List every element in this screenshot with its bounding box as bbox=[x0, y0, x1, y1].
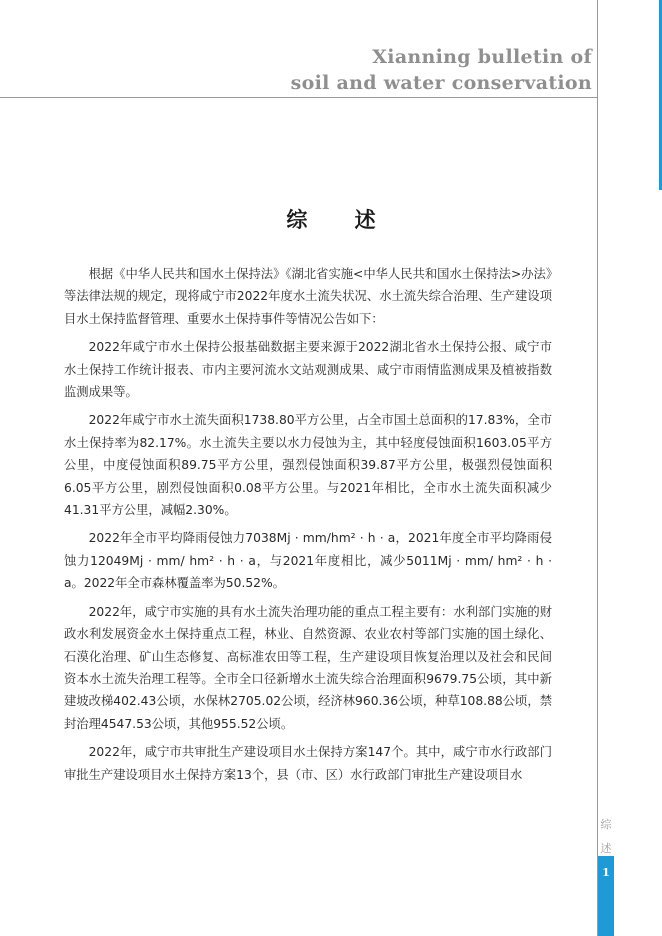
paragraph-rainfall-erosivity: 2022年全市平均降雨侵蚀力7038Mj · mm/hm² · h · a，2021年度全市平均降雨侵蚀力12049Mj · mm/ hm² · h · a，与2021年度相比，减少5011Mj · mm/ hm² · h · a。2022年全市森林覆盖率为50.52%。 bbox=[64, 531, 552, 591]
header-title-line-1: Xianning bulletin of bbox=[372, 46, 592, 68]
paragraph-project-approvals: 2022年，咸宁市共审批生产建设项目水土保持方案147个。其中，咸宁市水行政部门审批生产建设项目水土保持方案13个，县（市、区）水行政部门审批生产建设项目水 bbox=[64, 745, 552, 782]
side-tab-char-1: 综 bbox=[600, 818, 612, 831]
paragraph-data-sources: 2022年咸宁市水土保持公报基础数据主要来源于2022湖北省水土保持公报、咸宁市水土保持工作统计报表、市内主要河流水文站观测成果、咸宁市雨情监测成果及植被指数监测成果等。 bbox=[64, 340, 552, 400]
paragraph-intro: 根据《中华人民共和国水土保持法》《湖北省实施<中华人民共和国水土保持法>办法》等法律法规的规定，现将咸宁市2022年度水土流失状况、水土流失综合治理、生产建设项目水土保持监督管理、重要水土保持事件等情况公告如下： bbox=[64, 267, 552, 326]
header-title-line-2: soil and water conservation bbox=[290, 72, 592, 94]
side-tab-section-label bbox=[598, 813, 614, 861]
side-tab-char-2: 述 bbox=[600, 842, 612, 855]
body-text bbox=[64, 263, 552, 792]
header-divider bbox=[0, 97, 597, 98]
right-margin-divider bbox=[597, 0, 598, 936]
bulletin-header-title bbox=[291, 44, 592, 96]
page-number: 1 bbox=[602, 866, 610, 879]
page-number-tab bbox=[598, 856, 614, 936]
paragraph-key-projects: 2022年，咸宁市实施的具有水土流失治理功能的重点工程主要有：水利部门实施的财政水利发展资金水土保持重点工程，林业、自然资源、农业农村等部门实施的国土绿化、石漠化治理、矿山生态修复、高标准农田等工程，生产建设项目恢复治理以及社会和民间资本水土流失治理工程等。全市全口径新增水土流失综合治理面积9679.75公顷，其中新建坡改梯402.43公顷，水保林2705.02公顷，经济林960.36公顷，种草108.88公顷，禁封治理4547.53公顷，其他955.52公顷。 bbox=[64, 604, 552, 731]
section-title: 综 述 bbox=[286, 208, 396, 232]
paragraph-erosion-area: 2022年咸宁市水土流失面积1738.80平方公里，占全市国土总面积的17.83%，全市水土保持率为82.17%。水土流失主要以水力侵蚀为主，其中轻度侵蚀面积1603.05平方公里，中度侵蚀面积89.75平方公里，强烈侵蚀面积39.87平方公里，极强烈侵蚀面积6.05平方公里，剧烈侵蚀面积0.08平方公里。与2021年相比，全市水土流失面积减少41.31平方公里，减幅2.30%。 bbox=[64, 413, 552, 518]
